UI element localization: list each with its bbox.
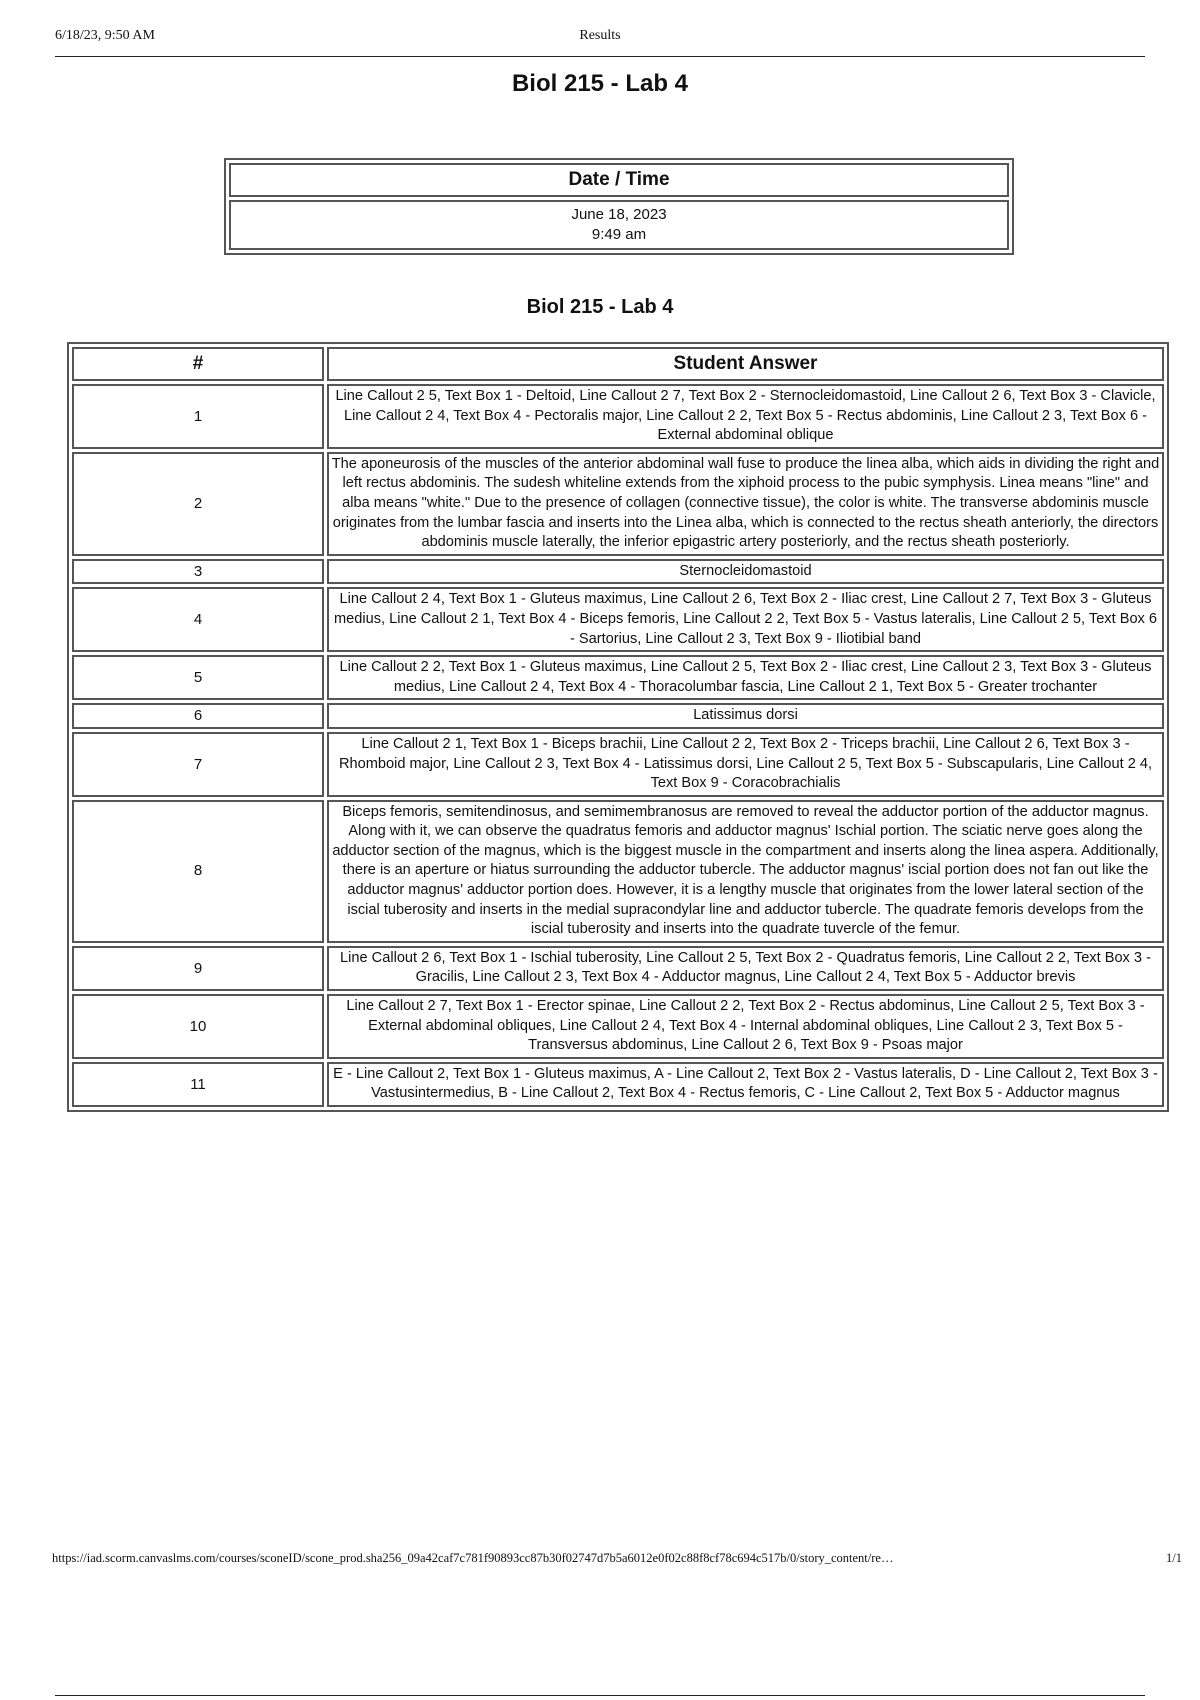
question-number: 11 [72,1062,324,1107]
question-number: 2 [72,452,324,556]
date-time-cell [229,200,1009,250]
date-value: June 18, 2023 [571,206,667,223]
table-row [72,559,1164,585]
table-row [72,452,1164,556]
question-number: 10 [72,994,324,1059]
page-number: 1/1 [1166,1551,1182,1565]
results-title: Biol 215 - Lab 4 [526,296,674,318]
column-header-number: # [72,347,324,381]
student-answer: Line Callout 2 2, Text Box 1 - Gluteus maximus, Line Callout 2 5, Text Box 2 - Iliac crest, Line Callout 2 3, Text Box 3 - Gluteus medius, Line Callout 2 4, Text Box 4 - Thoracolumbar fascia, Line Callout 2 1, Text Box 5 - Greater trochanter [327,655,1164,700]
table-row [72,994,1164,1059]
table-row [72,732,1164,797]
student-answer: Latissimus dorsi [327,703,1164,729]
question-number: 3 [72,559,324,585]
table-row [72,703,1164,729]
student-answer: Line Callout 2 1, Text Box 1 - Biceps brachii, Line Callout 2 2, Text Box 2 - Triceps brachii, Line Callout 2 6, Text Box 3 - Rhomboid major, Line Callout 2 3, Text Box 4 - Latissimus dorsi, Line Callout 2 5, Text Box 5 - Subscapularis, Line Callout 2 4, Text Box 9 - Coracobrachialis [327,732,1164,797]
question-number: 6 [72,703,324,729]
footer-divider [55,1695,1145,1696]
question-number: 8 [72,800,324,943]
question-number: 5 [72,655,324,700]
print-page-title: Results [579,28,621,43]
student-answer: Sternocleidomastoid [327,559,1164,585]
table-row [72,587,1164,652]
header-divider [55,56,1145,57]
student-answer: Line Callout 2 6, Text Box 1 - Ischial tuberosity, Line Callout 2 5, Text Box 2 - Quadratus femoris, Line Callout 2 2, Text Box 3 - Gracilis, Line Callout 2 3, Text Box 4 - Adductor magnus, Line Callout 2 4, Text Box 5 - Adductor brevis [327,946,1164,991]
table-row [72,946,1164,991]
student-answer: Line Callout 2 5, Text Box 1 - Deltoid, Line Callout 2 7, Text Box 2 - Sternocleidomastoid, Line Callout 2 6, Text Box 3 - Clavicle, Line Callout 2 4, Text Box 4 - Pectoralis major, Line Callout 2 2, Text Box 5 - Rectus abdominis, Line Callout 2 3, Text Box 6 - External abdominal oblique [327,384,1164,449]
results-table [67,342,1169,1112]
page-title: Biol 215 - Lab 4 [511,70,689,97]
column-header-student-answer: Student Answer [327,347,1164,381]
table-row [72,1062,1164,1107]
page-url: https://iad.scorm.canvaslms.com/courses/sconeID/scone_prod.sha256_09a42caf7c781f90893cc87b30f02747d7b5a6012e0f02c88f8cf78c694c517b/0/story_content/re… [52,1551,894,1565]
table-row [72,384,1164,449]
student-answer: The aponeurosis of the muscles of the anterior abdominal wall fuse to produce the linea alba, which aids in dividing the right and left rectus abdominis. The sudesh whiteline extends from the xiphoid process to the pubic symphysis. Linea means "line" and alba means "white." Due to the presence of collagen (connective tissue), the color is white. The transverse abdominis muscle originates from the lumbar fascia and inserts into the Linea alba, which is connected to the rectus sheath anteriorly, the directors abdominis muscle laterally, the inferior epigastric artery posteriorly, and the rectus sheath posteriorly. [327,452,1164,556]
question-number: 4 [72,587,324,652]
time-value: 9:49 am [591,226,647,243]
question-number: 7 [72,732,324,797]
date-time-table [224,158,1014,255]
student-answer: E - Line Callout 2, Text Box 1 - Gluteus maximus, A - Line Callout 2, Text Box 2 - Vastus lateralis, D - Line Callout 2, Text Box 3 - Vastusintermedius, B - Line Callout 2, Text Box 4 - Rectus femoris, C - Line Callout 2, Text Box 5 - Adductor magnus [327,1062,1164,1107]
print-datetime: 6/18/23, 9:50 AM [55,28,155,43]
date-time-header: Date / Time [229,163,1009,197]
student-answer: Line Callout 2 4, Text Box 1 - Gluteus maximus, Line Callout 2 6, Text Box 2 - Iliac crest, Line Callout 2 7, Text Box 3 - Gluteus medius, Line Callout 2 1, Text Box 4 - Biceps femoris, Line Callout 2 2, Text Box 5 - Vastus lateralis, Line Callout 2 5, Text Box 6 - Sartorius, Line Callout 2 3, Text Box 9 - Iliotibial band [327,587,1164,652]
question-number: 1 [72,384,324,449]
question-number: 9 [72,946,324,991]
student-answer: Biceps femoris, semitendinosus, and semimembranosus are removed to reveal the adductor portion of the adductor magnus. Along with it, we can observe the quadratus femoris and adductor magnus' Ischial portion. The sciatic nerve goes along the adductor section of the magnus, which is the biggest muscle in the compartment and inserts along the linea aspera. Additionally, there is an aperture or hiatus surrounding the adductor tubercle. The adductor magnus' iscial portion does not fan out like the adductor magnus' adductor portion does. However, it is a lengthy muscle that originates from the lower lateral section of the iscial tuberosity and inserts in the medial supracondylar line and adductor tubercle. The quadrate femoris develops from the iscial tuberosity and inserts into the quadrate tuvercle of the femur. [327,800,1164,943]
print-header [55,28,1145,50]
table-row [72,655,1164,700]
student-answer: Line Callout 2 7, Text Box 1 - Erector spinae, Line Callout 2 2, Text Box 2 - Rectus abdominus, Line Callout 2 5, Text Box 3 - External abdominal obliques, Line Callout 2 4, Text Box 4 - Internal abdominal obliques, Line Callout 2 3, Text Box 5 - Transversus abdominus, Line Callout 2 6, Text Box 9 - Psoas major [327,994,1164,1059]
table-row [72,800,1164,943]
